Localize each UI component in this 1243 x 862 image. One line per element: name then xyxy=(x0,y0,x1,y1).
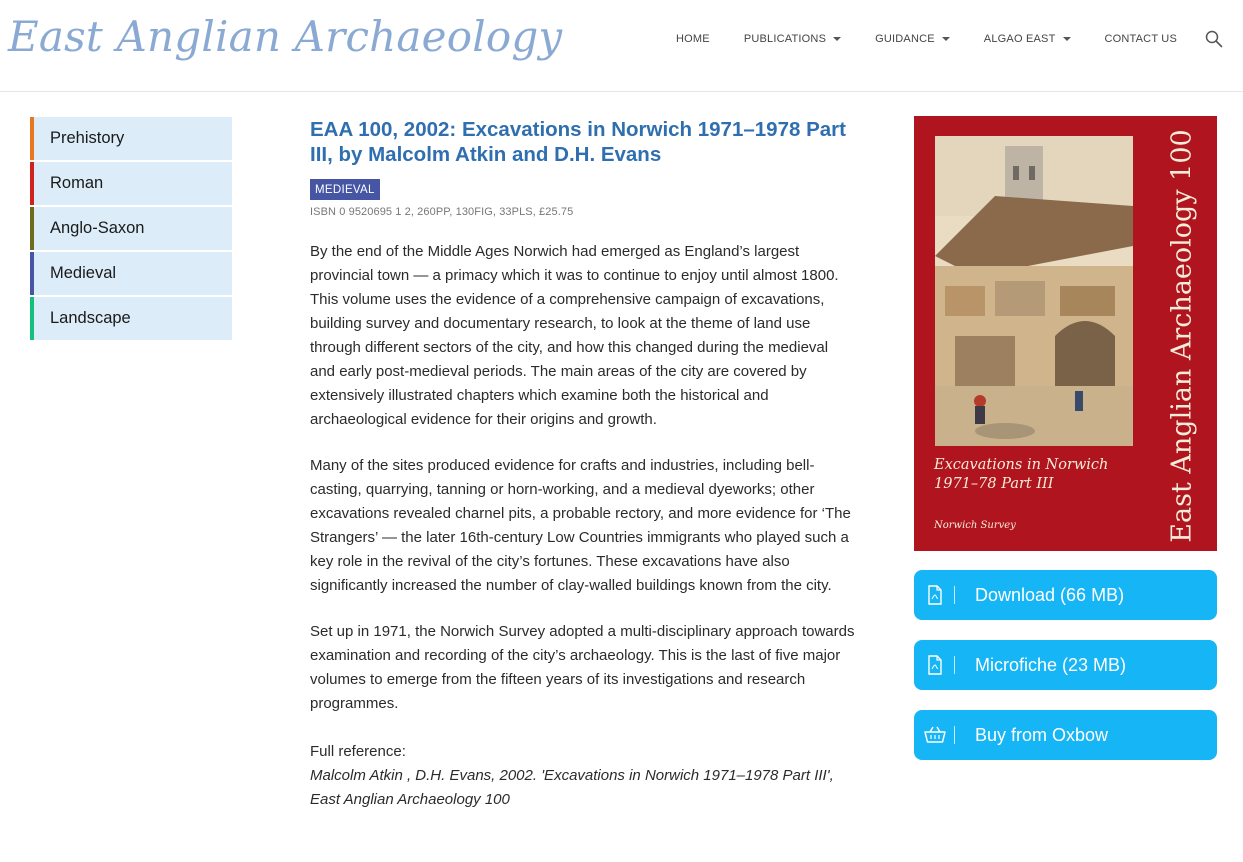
microfiche-button[interactable] xyxy=(914,640,1217,690)
sidebar-item-anglo-saxon[interactable] xyxy=(30,207,232,250)
caret-down-icon xyxy=(833,37,841,41)
main-nav xyxy=(676,30,1223,48)
nav-item-publications[interactable] xyxy=(744,33,841,45)
period-badge[interactable]: MEDIEVAL xyxy=(310,179,380,200)
nav-item-label: CONTACT US xyxy=(1104,33,1177,45)
pdf-icon xyxy=(914,585,954,605)
sidebar-item-label: Roman xyxy=(50,174,104,192)
sidebar-item-medieval[interactable] xyxy=(30,252,232,295)
sidebar-item-label: Medieval xyxy=(50,264,117,282)
reference-label: Full reference: xyxy=(310,743,406,760)
cover-series-title: East Anglian Archaeology 100 xyxy=(1166,129,1198,543)
sidebar-item-landscape[interactable] xyxy=(30,297,232,340)
cover-publisher: Norwich Survey xyxy=(934,520,1016,531)
site-header xyxy=(0,0,1243,92)
microfiche-button-label: Microfiche (23 MB) xyxy=(975,654,1127,675)
nav-item-contact-us[interactable] xyxy=(1105,33,1178,45)
page-title: EAA 100, 2002: Excavations in Norwich 1971–1978 Part III, by Malcolm Atkin and D.H. Evans xyxy=(310,118,846,166)
description-paragraph: By the end of the Middle Ages Norwich had emerged as England’s largest provincial town — a primacy which it was to continue to enjoy until almost 1800. This volume uses the evidence of a comprehensive campaign of excavations, building survey and documentary research, to look at the theme of land use through different sectors of the city, and how this changed during the medieval and early post-medieval periods. The main areas of the city are covered by extensively illustrated chapters which examine both the historical and archaeological evidence for their origins and growth. xyxy=(310,243,839,428)
nav-item-home[interactable] xyxy=(676,33,710,45)
nav-item-label: HOME xyxy=(676,33,710,45)
publication-article xyxy=(310,117,855,812)
buy-button-label: Buy from Oxbow xyxy=(975,724,1109,745)
sidebar-item-label: Prehistory xyxy=(50,129,125,147)
sidebar-item-label: Landscape xyxy=(50,309,131,327)
search-icon[interactable] xyxy=(1205,30,1223,48)
button-divider xyxy=(954,656,955,674)
publication-meta: ISBN 0 9520695 1 2, 260PP, 130FIG, 33PLS, £25.75 xyxy=(310,206,574,218)
description-paragraph: Many of the sites produced evidence for crafts and industries, including bell-casting, quarrying, tanning or horn-working, and a medieval dyeworks; other excavations revealed charnel pits, a probable rectory, and more evidence for ‘The Strangers’ — the later 16th-century Low Countries immigrants who played such a key role in the revival of the city’s fortunes. These excavations have also significantly increased the number of clay-walled buildings known from the city. xyxy=(310,457,851,594)
sidebar-item-label: Anglo-Saxon xyxy=(50,219,145,237)
nav-item-label: PUBLICATIONS xyxy=(743,33,827,45)
sidebar-item-roman[interactable] xyxy=(30,162,232,205)
reference-text: Malcolm Atkin , D.H. Evans, 2002. 'Excavations in Norwich 1971–1978 Part III', East Anglian Archaeology 100 xyxy=(310,767,834,808)
nav-item-algao-east[interactable] xyxy=(984,33,1071,45)
buy-button[interactable] xyxy=(914,710,1217,760)
button-divider xyxy=(954,726,955,744)
basket-icon xyxy=(914,726,954,744)
period-sidebar xyxy=(30,117,232,342)
caret-down-icon xyxy=(942,37,950,41)
cover-title: Excavations in Norwich 1971–78 Part III xyxy=(934,457,1109,492)
nav-item-label: ALGAO EAST xyxy=(983,33,1056,45)
cover-illustration xyxy=(935,136,1133,446)
pdf-icon xyxy=(914,655,954,675)
description-paragraph: Set up in 1971, the Norwich Survey adopted a multi-disciplinary approach towards examination and recording of the city’s archaeology. This is the last of five major volumes to emerge from the fifteen years of its investigations and research programmes. xyxy=(310,623,855,712)
nav-item-label: GUIDANCE xyxy=(875,33,935,45)
download-button[interactable] xyxy=(914,570,1217,620)
site-logo[interactable]: East Anglian Archaeology xyxy=(8,12,563,61)
download-button-label: Download (66 MB) xyxy=(975,584,1125,605)
book-cover xyxy=(914,116,1217,551)
nav-item-guidance[interactable] xyxy=(875,33,950,45)
caret-down-icon xyxy=(1063,37,1071,41)
button-divider xyxy=(954,586,955,604)
sidebar-item-prehistory[interactable] xyxy=(30,117,232,160)
